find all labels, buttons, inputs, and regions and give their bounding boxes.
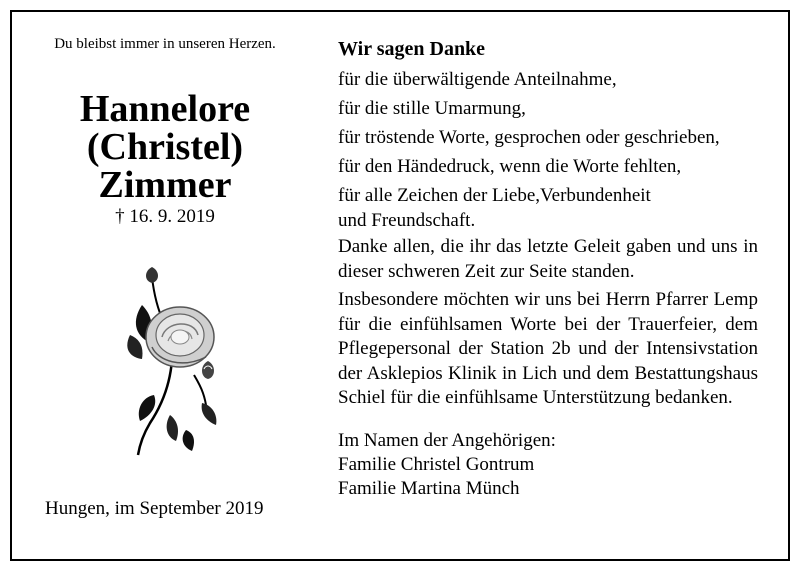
thanks-all-paragraph: Danke allen, die ihr das letzte Geleit gaben und uns in dieser schweren Zeit zur Seite standen. (338, 236, 758, 282)
thanks-heading: Wir sagen Danke (338, 38, 486, 60)
place-and-date: Hungen, im September 2019 (45, 498, 264, 519)
rose-illustration (122, 265, 232, 460)
name-line-3: Zimmer (98, 164, 232, 206)
thanks-line-4: für den Händedruck, wenn die Worte fehlten, (338, 156, 682, 177)
special-thanks-paragraph: Insbesondere möchten wir uns bei Herrn Pfarrer Lemp für die einfühlsamen Worte bei der Trauerfeier, dem Pflegepersonal der Station 2b und der Intensivstation der Asklepios Klinik in Lich und dem Bestattungshaus Schiel für die einfühlsame Unterstützung bedanken. (338, 289, 758, 408)
thanks-line-3: für tröstende Worte, gesprochen oder geschrieben, (338, 127, 720, 148)
motto-text: Du bleibst immer in unseren Herzen. (54, 36, 276, 52)
signoff-text: Im Namen der Angehörigen: (338, 429, 556, 451)
death-date: † 16. 9. 2019 (115, 206, 215, 227)
thanks-line-2: für die stille Umarmung, (338, 98, 526, 119)
signs-paragraph (338, 184, 758, 233)
thanks-line-1: für die überwältigende Anteilnahme, (338, 69, 617, 90)
right-column (338, 38, 758, 501)
name-line-1: Hannelore (79, 88, 251, 130)
signs-line-1: für alle Zeichen der Liebe,Verbundenheit (338, 185, 651, 206)
left-column (10, 10, 320, 557)
signs-line-2: und Freundschaft. (338, 209, 476, 231)
family-2: Familie Martina Münch (338, 477, 520, 499)
family-1: Familie Christel Gontrum (338, 453, 535, 475)
name-line-2: (Christel) (86, 126, 244, 168)
deceased-name (10, 90, 320, 204)
